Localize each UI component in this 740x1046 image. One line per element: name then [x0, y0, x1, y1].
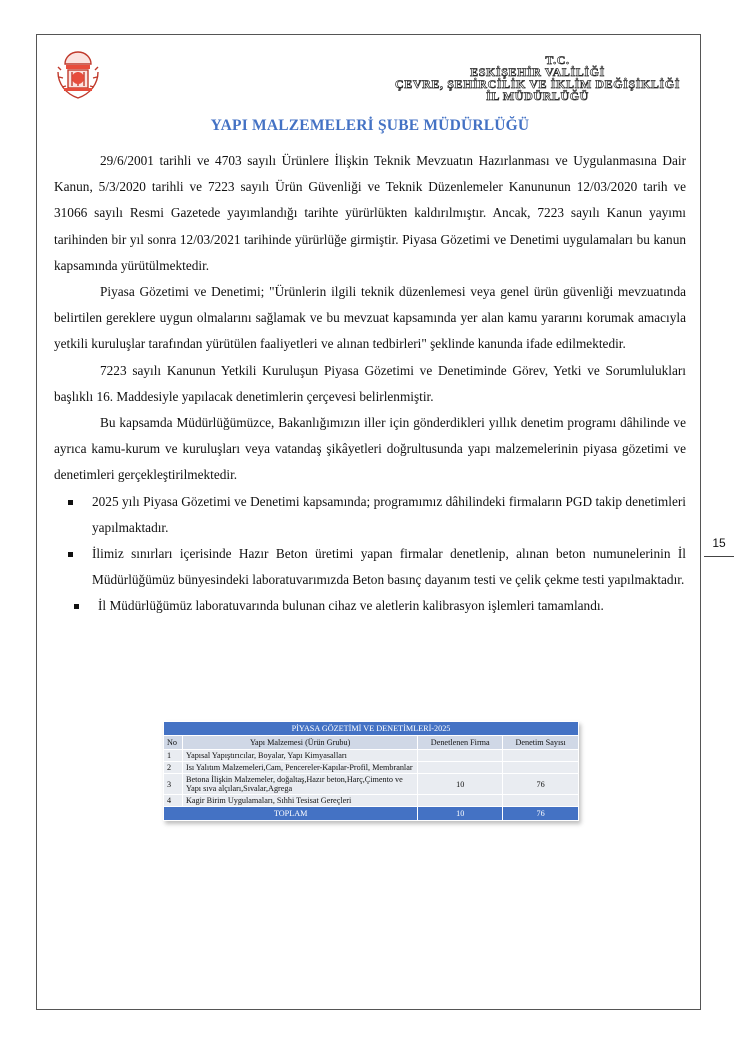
row-material: Kagir Birim Uygulamaları, Sıhhi Tesisat Gereçleri [182, 795, 417, 807]
bullet-item [54, 489, 686, 541]
paragraph-3: 7223 sayılı Kanunun Yetkili Kuruluşun Piyasa Gözetimi ve Denetiminde Görev, Yetki ve Sorumlulukları başlıklı 16. Maddesiyle yapılacak denetimlerin çerçevesi belirlenmiştir. [54, 362, 686, 404]
table-row [164, 762, 579, 774]
header-no: No [164, 736, 183, 750]
row-inspections [503, 750, 579, 762]
table-total-row [164, 807, 579, 821]
ministry-emblem-icon [52, 48, 104, 104]
table-header-row [164, 736, 579, 750]
bullet-text: İl Müdürlüğümüz laboratuvarında bulunan cihaz ve aletlerin kalibrasyon işlemleri tamamlandı. [98, 598, 604, 614]
row-no: 2 [164, 762, 183, 774]
total-firms: 10 [418, 807, 503, 821]
row-firms [418, 795, 503, 807]
row-inspections [503, 762, 579, 774]
bullet-square-icon [68, 552, 73, 557]
page-title: YAPI MALZEMELERİ ŞUBE MÜDÜRLÜĞÜ [210, 117, 530, 134]
row-no: 1 [164, 750, 183, 762]
header-material: Yapı Malzemesi (Ürün Grubu) [182, 736, 417, 750]
row-inspections: 76 [503, 774, 579, 795]
row-firms [418, 762, 503, 774]
bullet-text: İlimiz sınırları içerisinde Hazır Beton üretimi yapan firmalar denetlenip, alınan beton numunelerinin İl Müdürlüğümüz bünyesindeki laboratuvarımızda Beton basınç dayanım testi ve çelik çekme testi yapılmaktadır. [92, 546, 686, 588]
page-number: 15 [712, 536, 726, 550]
bullet-item [54, 541, 686, 593]
header-line-1: T.C. [545, 53, 570, 67]
bullet-text: 2025 yılı Piyasa Gözetimi ve Denetimi kapsamında; programımız dâhilindeki firmaların PGD takip denetimleri yapılmaktadır. [92, 493, 686, 535]
bullet-square-icon [74, 604, 79, 609]
ministry-header [395, 54, 680, 102]
header-line-3: ÇEVRE, ŞEHİRCİLİK VE İKLİM DEĞİŞİKLİĞİ [395, 77, 680, 91]
paragraph-1: 29/6/2001 tarihli ve 4703 sayılı Ürünlere İlişkin Teknik Mevzuatın Hazırlanması ve Uygulanmasına Dair Kanun, 5/3/2020 tarihli ve 7223 sayılı Ürün Güvenliği ve Teknik Düzenlemeler Kanununun 12/03/2020 tarih ve 31066 sayılı Resmi Gazetede yayımlandığı tarihte yürürlükten kaldırılmıştır. Ancak, 7223 sayılı Kanun yayımı tarihinden bir yıl sonra 12/03/2021 tarihinde yürürlüğe girmiştir. Piyasa Gözetimi ve Denetimi uygulamaları bu kanun kapsamında yürütülmektedir. [54, 153, 686, 273]
header-line-4: İL MÜDÜRLÜĞÜ [486, 89, 589, 103]
row-no: 4 [164, 795, 183, 807]
inspection-table [163, 721, 579, 821]
header-line-2: ESKİŞEHİR VALİLİĞİ [470, 65, 605, 79]
bullet-item [54, 593, 686, 619]
table-row [164, 795, 579, 807]
total-label: TOPLAM [164, 807, 418, 821]
row-firms [418, 750, 503, 762]
table-title: PİYASA GÖZETİMİ VE DENETİMLERİ-2025 [164, 722, 579, 736]
table-row [164, 774, 579, 795]
total-inspections: 76 [503, 807, 579, 821]
header-firms: Denetlenen Firma [418, 736, 503, 750]
row-firms: 10 [418, 774, 503, 795]
document-body [54, 148, 686, 620]
table-row [164, 750, 579, 762]
row-material: Yapısal Yapıştırıcılar, Boyalar, Yapı Kimyasalları [182, 750, 417, 762]
bullet-square-icon [68, 500, 73, 505]
row-no: 3 [164, 774, 183, 795]
row-material: Isı Yalıtım Malzemeleri,Cam, Pencereler-Kapılar-Profil, Membranlar [182, 762, 417, 774]
row-inspections [503, 795, 579, 807]
header-inspections: Denetim Sayısı [503, 736, 579, 750]
row-material: Betona İlişkin Malzemeler, doğaltaş,Hazır beton,Harç,Çimento ve Yapı sıva alçıları,Sıvalar,Agrega [182, 774, 417, 795]
page-number-divider [704, 556, 734, 557]
paragraph-4: Bu kapsamda Müdürlüğümüzce, Bakanlığımızın iller için gönderdikleri yıllık denetim programı dâhilinde ve ayrıca kamu-kurum ve kuruluşları veya vatandaş şikâyetleri doğrultusunda yapı malzemelerinin piyasa gözetimi ve denetimleri gerçekleştirilmektedir. [54, 415, 686, 483]
paragraph-2: Piyasa Gözetimi ve Denetimi; "Ürünlerin ilgili teknik düzenlemesi veya genel ürün güvenliği mevzuatında belirtilen gereklere uygun olmalarını sağlamak ve bu mevzuat kapsamında yer alan kamu yararını korumak amacıyla yetkili kuruluşlar tarafından yürütülen faaliyetleri ve alınan tedbirleri" şeklinde kanunda ifade edilmektedir. [54, 284, 686, 352]
